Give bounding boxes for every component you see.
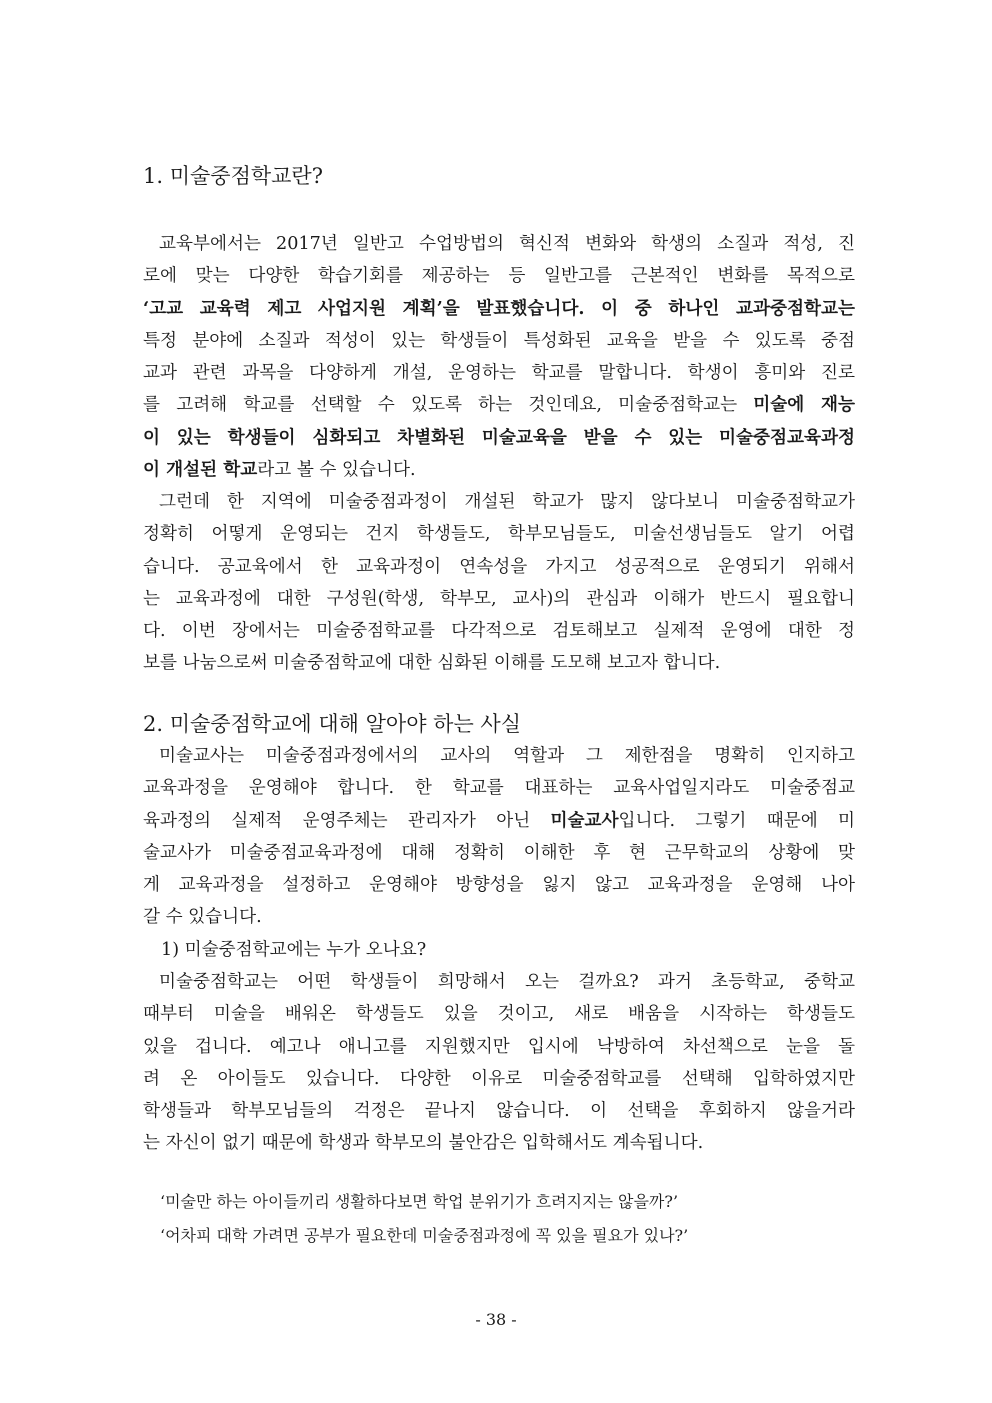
text-line: 미술중점학교는 어떤 학생들이 희망해서 오는 걸까요? 과거 초등학교, 중학교 bbox=[159, 972, 855, 992]
text-line bbox=[143, 454, 855, 486]
text-line: 교과 관련 과목을 다양하게 개설, 운영하는 학교를 말합니다. 학생이 흥미와 진로 bbox=[143, 363, 855, 384]
section-1-paragraph-1 bbox=[143, 228, 855, 486]
text-line bbox=[143, 293, 855, 325]
subheading: 1) 미술중점학교에는 누가 오나요? bbox=[161, 939, 427, 960]
text-run: 를 고려해 학교를 선택할 수 있도록 하는 것인데요, 미술중점학교는 bbox=[143, 395, 754, 416]
text-run: 입니다. 그렇기 때문에 미 bbox=[618, 810, 856, 831]
text-line: 때부터 미술을 배워온 학생들도 있을 것이고, 새로 배움을 시작하는 학생들도 bbox=[143, 1004, 855, 1025]
page-number: - 38 - bbox=[475, 1310, 517, 1329]
text-line: 는 교육과정에 대한 구성원(학생, 학부모, 교사)의 관심과 이해가 반드시 필요합니 bbox=[143, 588, 855, 609]
quote-2: ‘어차피 대학 가려면 공부가 필요한데 미술중점과정에 꼭 있을 필요가 있나?’ bbox=[160, 1226, 689, 1245]
text-line: 교육부에서는 2017년 일반고 수업방법의 혁신적 변화와 학생의 소질과 적성, 진 bbox=[159, 234, 855, 254]
text-line: 그런데 한 지역에 미술중점과정이 개설된 학교가 많지 않다보니 미술중점학교가 bbox=[159, 492, 855, 512]
bold-text: 이 있는 학생들이 심화되고 차별화된 미술교육을 받을 수 있는 미술중점교육과정 bbox=[143, 426, 855, 448]
text-line: 게 교육과정을 설정하고 운영해야 방향성을 잃지 않고 교육과정을 운영해 나아 bbox=[143, 875, 855, 896]
text-line bbox=[143, 422, 855, 454]
text-line: 학생들과 학부모님들의 걱정은 끝나지 않습니다. 이 선택을 후회하지 않을거라 bbox=[143, 1101, 855, 1122]
bold-text: 미술에 재능 bbox=[753, 394, 855, 416]
bold-text: 미술교사 bbox=[550, 809, 619, 831]
text-line: 로에 맞는 다양한 학습기회를 제공하는 등 일반고를 근본적인 변화를 목적으로 bbox=[143, 266, 855, 287]
text-line: 보를 나눔으로써 미술중점학교에 대한 심화된 이해를 도모해 보고자 합니다. bbox=[143, 653, 721, 674]
text-line: 미술교사는 미술중점과정에서의 교사의 역할과 그 제한점을 명확히 인지하고 bbox=[159, 746, 855, 766]
section-2-paragraph-1 bbox=[143, 740, 855, 966]
section-2-paragraph-2 bbox=[143, 966, 855, 1160]
text-line: 다. 이번 장에서는 미술중점학교를 다각적으로 검토해보고 실제적 운영에 대한 정 bbox=[143, 621, 855, 642]
text-run: 라고 볼 수 있습니다. bbox=[257, 460, 416, 481]
text-line: 습니다. 공교육에서 한 교육과정이 연속성을 가지고 성공적으로 운영되기 위해서 bbox=[143, 556, 855, 577]
text-line: 있을 겁니다. 예고나 애니고를 지원했지만 입시에 낙방하여 차선책으로 눈을 돌 bbox=[143, 1036, 855, 1057]
quote-1: ‘미술만 하는 아이들끼리 생활하다보면 학업 분위기가 흐려지지는 않을까?’ bbox=[160, 1192, 679, 1211]
text-line bbox=[143, 805, 855, 837]
section-1-heading: 1. 미술중점학교란? bbox=[143, 164, 323, 188]
text-line: 는 자신이 없기 때문에 학생과 학부모의 불안감은 입학해서도 계속됩니다. bbox=[143, 1133, 704, 1154]
text-line: 정확히 어떻게 운영되는 건지 학생들도, 학부모님들도, 미술선생님들도 알기 어렵 bbox=[143, 524, 855, 545]
section-2-heading: 2. 미술중점학교에 대해 알아야 하는 사실 bbox=[143, 712, 521, 736]
text-run: 육과정의 실제적 운영주체는 관리자가 아닌 bbox=[143, 810, 551, 831]
text-line: 갈 수 있습니다. bbox=[143, 907, 262, 928]
text-line: 특정 분야에 소질과 적성이 있는 학생들이 특성화된 교육을 받을 수 있도록 중점 bbox=[143, 330, 855, 351]
bold-text: 이 개설된 학교 bbox=[143, 459, 258, 481]
bold-plan-title: ‘고교 교육력 제고 사업지원 계획’을 발표했습니다. 이 중 하나인 교과중점학교는 bbox=[143, 297, 855, 319]
text-line: 려 온 아이들도 있습니다. 다양한 이유로 미술중점학교를 선택해 입학하였지만 bbox=[143, 1068, 855, 1089]
text-line: 술교사가 미술중점교육과정에 대해 정확히 이해한 후 현 근무학교의 상황에 맞 bbox=[143, 842, 855, 863]
section-1-paragraph-2 bbox=[143, 486, 855, 680]
text-line bbox=[143, 389, 855, 421]
text-line: 교육과정을 운영해야 합니다. 한 학교를 대표하는 교육사업일지라도 미술중점교 bbox=[143, 778, 855, 799]
